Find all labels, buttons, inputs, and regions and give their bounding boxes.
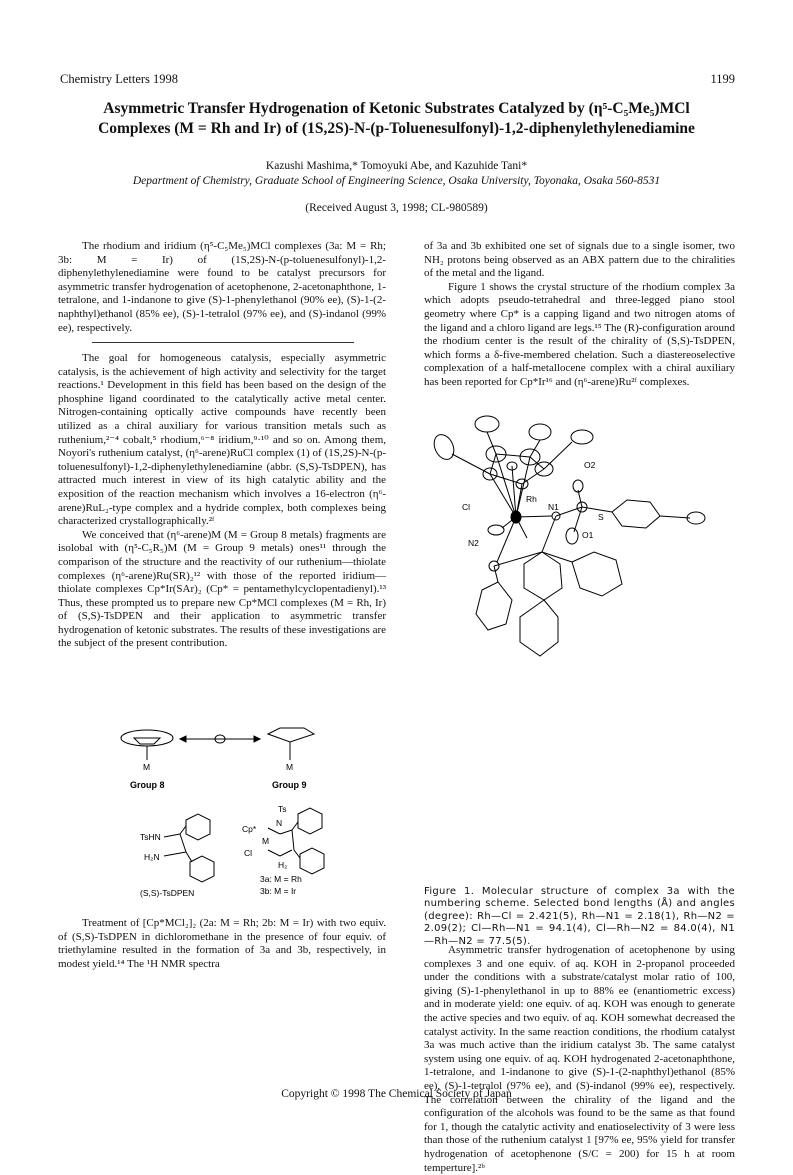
left-column-text [58,352,386,651]
scheme-metal-group9: M [286,762,294,772]
paragraph-nmr-continued: of 3a and 3b exhibited one set of signals due to a single isomer, two NH₂ protons being observed as an ABX pattern due to the chiralities of the metal and the ligand. [424,240,735,280]
paragraph-intro: The goal for homogeneous catalysis, especially asymmetric catalysis, is the achievement of high activity and selectivity for the target reactions.¹ Development in this field has been based on the design of the phosphine ligand coordinated to the catalytically active metal center. Nitrogen-containing optically active compounds have recently been utilized as a chiral auxiliary for various transition metals such as ruthenium,²⁻⁴ cobalt,⁵ rhodium,⁶⁻⁸ iridium,⁹·¹⁰ and so on. Among them, Noyori's ruthenium catalyst, (η⁶-arene)RuCl complex (1) of (1S,2S)-N-(p-toluenesulfonyl)-1,2-diphenylethylenediamine (abbr. (S,S)-TsDPEN), has attracted much interest in view of its high catalytic ability and the exposition of the reaction mechanism which involves a 16-electron (η⁶-arene)RuL₂-type complex and a hydride complex, both complexes being characterized crystallographically.²ᶠ [58,352,386,528]
scheme-cp: Cp* [242,824,257,834]
crystal-structure-figure [432,412,732,882]
scheme-cl: Cl [244,848,253,858]
atom-label-o1: O1 [582,530,594,540]
scheme-3b-label: 3b: M = Ir [260,886,297,896]
copyright-footer: Copyright © 1998 The Chemical Society of Japan [281,1088,512,1100]
scheme-group8-label: Group 8 [130,780,165,790]
left-column-bottom [58,917,386,971]
title-line-2: Complexes (M = Rh and Ir) of (1S,2S)-N-(p-Toluenesulfonyl)-1,2-diphenylethylenediamine [98,120,695,137]
article-title [60,99,733,139]
scheme-tshn: TsHN [140,832,161,842]
affiliation: Department of Chemistry, Graduate School of Engineering Science, Osaka University, Toyonaka, Osaka 560-8531 [132,175,661,187]
scheme-metal-group8: M [143,762,151,772]
journal-header: Chemistry Letters 1998 [60,72,179,86]
right-column-top [424,240,735,390]
page-number: 1199 [710,72,735,86]
atom-label-cl: Cl [462,502,471,512]
reaction-scheme [100,722,370,902]
paragraph-treatment: Treatment of [Cp*MCl₂]₂ (2a: M = Rh; 2b: M = Ir) with two equiv. of (S,S)-TsDPEN in dichloromethane in the presence of four equiv. of triethylamine resulted in the formation of 3a and 3b, respectively, in modest yield.¹⁴ The ¹H NMR spectra [58,917,386,970]
scheme-group9-label: Group 9 [272,780,307,790]
abstract [58,240,386,335]
right-column-bottom [424,944,735,1175]
paragraph-hydrogenation: Asymmetric transfer hydrogenation of acetophenone by using complexes 3 and one equiv. of aq. KOH in 2-propanol proceeded under the conditions with a substrate/catalyst molar ratio of 100, giving (S)-1-phenylethanol in up to 88% ee (enantiometric excess) and in moderate yield: one equiv. of aq. KOH was enough to generate the active species and two equiv. of aq. KOH somewhat decreased the catalyst activity. In the same reaction conditions, the rhodium catalyst 3a was much active than the iridium catalyst 3b. The same catalyst system using one equiv. of aq. KOH hydrogenated 2-acetonaphthone, 1-tetralone, and 1-indanone to give (S)-1-(2-naphthyl)ethanol (85% ee), (S)-1-tetralol (97% ee), and (S)-indanol (99% ee), respectively. The correlation between the chirality of the ligand and the configuration of the alcohols was found to be the same as that found for 1, though the catalytic activity and enatioselectivity of 3 were less than those of the ruthenium catalyst 1 [97% ee, 95% yield for transfer hydrogenation of acetophenone (S/C = 200) for 15 h at room temperture].²ᵇ [424,944,735,1174]
scheme-nh2: H₂ [278,860,288,870]
paragraph-figure1: Figure 1 shows the crystal structure of the rhodium complex 3a which adopts pseudo-tetrahedral and three-legged piano stool geometry where Cp* is a capping ligand and two nitrogen atoms of the ligand and a chloro ligand are legs.¹⁵ The (R)-configuration around the rhodium center is the result of the chirality of (S,S)-TsDPEN, which forms a δ-five-membered chelation. Such a diastereoselective complexation of a half-metallocene complex with a chiral auxiliary has been reported for Cp*Ir¹⁶ and (η⁶-arene)Ru²ᶠ complexes. [424,280,735,388]
scheme-3a-label: 3a: M = Rh [260,874,302,884]
title-line-1: Asymmetric Transfer Hydrogenation of Ketonic Substrates Catalyzed by (η⁵-C₅Me₅)MCl [103,100,690,117]
scheme-ligand-label: (S,S)-TsDPEN [140,888,195,898]
atom-label-rh: Rh [526,494,537,504]
scheme-h2n: H₂N [144,852,160,862]
abstract-text: The rhodium and iridium (η⁵-C₅Me₅)MCl complexes (3a: M = Rh; 3b: M = Ir) of (1S,2S)-N-(p-toluenesulfonyl)-1,2-diphenylethylenediamine were found to be catalyst precursors for asymmetric transfer hydrogenation of acetophenone, 2-acetonaphthone, 1-tetralone, and 1-indanone to give (S)-1-phenylethanol (90% ee), (S)-1-(2-naphthyl)ethanol (85% ee), (S)-1-tetralol (97% ee), and (S)-indanol (99% ee), respectively. [58,240,386,334]
atom-label-o2: O2 [584,460,596,470]
scheme-metal-complex: M [262,836,270,846]
figure-caption: Figure 1. Molecular structure of complex 3a with the numbering scheme. Selected bond lengths (Å) and angles (degree): Rh—Cl = 2.421(5), Rh—N1 = 2.18(1), Rh—N2 = 2.09(2); Cl—Rh—N1 = 94.1(4), Cl—Rh—N2 = 84.0(4), N1—Rh—N2 = 77.5(5). [424,886,735,947]
atom-label-s: S [598,512,604,522]
atom-label-n2: N2 [468,538,479,548]
atom-label-n1: N1 [548,502,559,512]
paragraph-conceived: We conceived that (η⁶-arene)M (M = Group 8 metals) fragments are isolobal with (η⁵-C₅R₅)M (M = Group 9 metals) ones¹¹ through the comparison of the structure and the reactivity of our ruthenium—thiolate complexes (η⁶-arene)Ru(SR)₂¹² with those of the reported iridium—thiolate complexes Cp*Ir(SAr)₂ (Cp* = pentamethylcyclopentadienyl).¹³ Thus, these prompted us to prepare new Cp*MCl complexes (M = Rh, Ir) of (S,S)-TsDPEN and their application to asymmetric transfer hydrogenation of ketonic substrates. The results of these investigations are the subject of the present contribution. [58,528,386,650]
abstract-divider [92,342,354,343]
scheme-ts: Ts [278,804,287,814]
scheme-n: N [276,818,283,828]
received-date: (Received August 3, 1998; CL-980589) [305,202,488,214]
authors: Kazushi Mashima,* Tomoyuki Abe, and Kazuhide Tani* [265,160,528,172]
